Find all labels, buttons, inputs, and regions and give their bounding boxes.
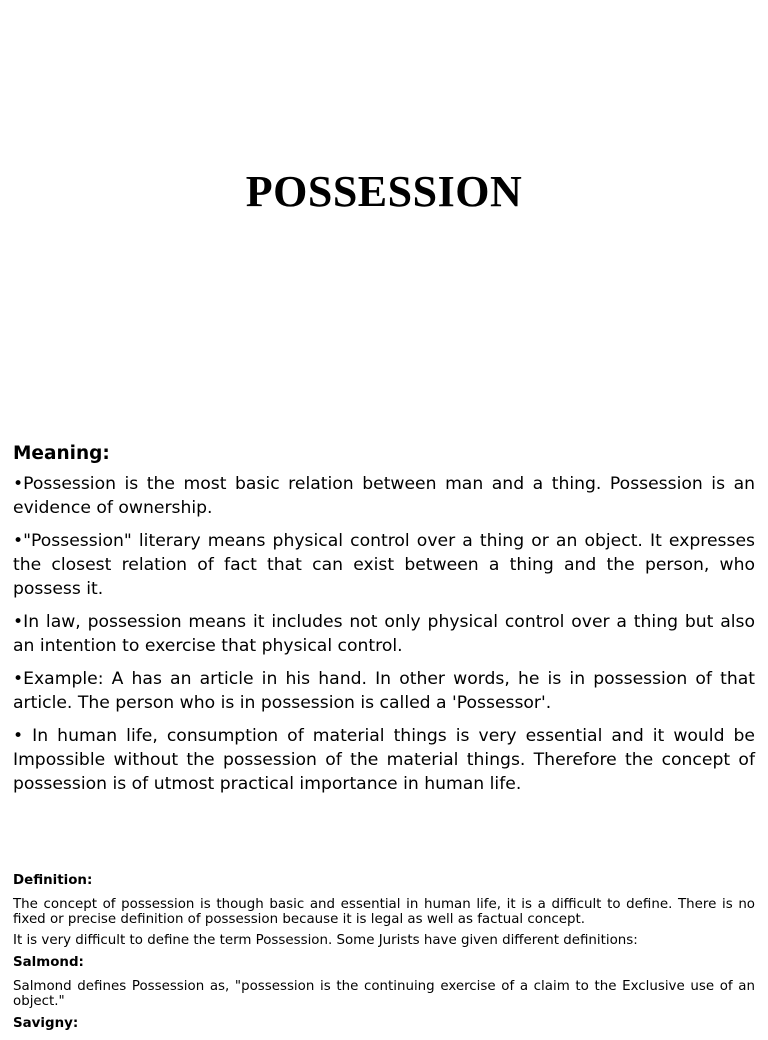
- definition-heading: Definition:: [13, 873, 93, 888]
- definition-section: [13, 872, 755, 1040]
- salmond-heading: Salmond:: [13, 955, 84, 970]
- salmond-definition: Salmond defines Possession as, "possession is the continuing exercise of a claim to the Exclusive use of an object.": [13, 979, 755, 1009]
- meaning-paragraph: •Possession is the most basic relation between man and a thing. Possession is an evidence of ownership.: [13, 474, 755, 518]
- meaning-paragraph: • In human life, consumption of material things is very essential and it would be Impossible without the possession of the material things. Therefore the concept of possession is of utmost practical importance in human life.: [13, 726, 755, 794]
- meaning-section: [13, 442, 755, 805]
- meaning-heading: Meaning:: [13, 443, 110, 464]
- definition-paragraph: It is very difficult to define the term Possession. Some Jurists have given different definitions:: [13, 933, 638, 948]
- meaning-paragraph: •In law, possession means it includes not only physical control over a thing but also an intention to exercise that physical control.: [13, 612, 755, 656]
- meaning-paragraph: •Example: A has an article in his hand. In other words, he is in possession of that article. The person who is in possession is called a 'Possessor'.: [13, 669, 755, 713]
- definition-paragraph: The concept of possession is though basic and essential in human life, it is a difficult to define. There is no fixed or precise definition of possession because it is legal as well as factual concept.: [13, 897, 755, 927]
- savigny-heading: Savigny:: [13, 1016, 79, 1031]
- page-title: POSSESSION: [245, 167, 523, 216]
- meaning-paragraph: •"Possession" literary means physical control over a thing or an object. It expresses the closest relation of fact that can exist between a thing and the person, who possess it.: [13, 531, 755, 599]
